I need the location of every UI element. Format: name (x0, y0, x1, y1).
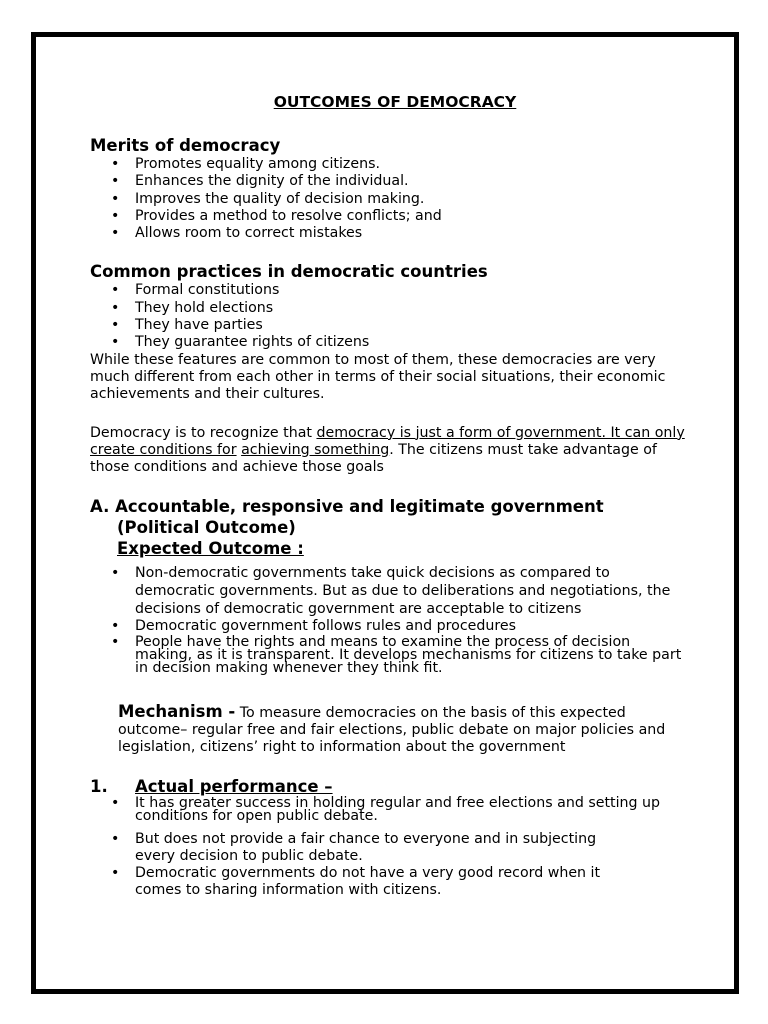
bullet-icon: • (111, 618, 120, 635)
page-title: OUTCOMES OF DEMOCRACY (273, 93, 517, 111)
list-item: • Enhances the dignity of the individual. (111, 173, 409, 190)
mechanism-label: Mechanism - (118, 701, 236, 721)
actual-performance-list (90, 794, 690, 899)
actual-performance-label: Actual performance – (135, 776, 333, 796)
bullet-icon: • (111, 173, 120, 190)
bullet-icon: • (111, 830, 120, 847)
underlined-phrase: achieving something (241, 441, 390, 458)
bullet-icon: • (111, 334, 120, 351)
list-item: • Improves the quality of decision making. (111, 190, 425, 207)
practices-paragraph: While these features are common to most of them, these democracies are very much different from each other in terms of their social situations, their economic achievements and their cultures. (90, 351, 666, 403)
list-item: • They have parties (111, 317, 263, 334)
bullet-icon: • (111, 190, 120, 207)
list-item: • Democratic government follows rules and procedures (111, 618, 517, 635)
mechanism-paragraph: Mechanism - To measure democracies on the basis of this expected outcome– regular free and fair elections, public debate on major policies and legislation, citizens’ right to information about the government (118, 701, 666, 756)
bullet-icon: • (111, 156, 120, 172)
bullet-icon: • (111, 633, 120, 650)
section-a-subheading: (Political Outcome) (117, 518, 296, 538)
list-item: • Allows room to correct mistakes (111, 225, 363, 242)
bullet-icon: • (111, 282, 120, 299)
merits-heading: Merits of democracy (90, 136, 281, 155)
actual-performance-heading (90, 777, 690, 797)
underlined-phrase: democracy is just a form of government. It can only create conditions for (90, 424, 685, 458)
document-body (90, 92, 690, 899)
bullet-icon: • (111, 794, 120, 811)
actual-performance-section (90, 777, 690, 899)
merits-list (90, 156, 690, 242)
list-item: • They guarantee rights of citizens (111, 334, 370, 351)
expected-outcome-list (90, 564, 690, 674)
bullet-icon: • (111, 565, 120, 582)
section-a (90, 496, 690, 756)
list-item: • They hold elections (111, 299, 274, 316)
bullet-icon: • (111, 299, 120, 316)
list-item: • Formal constitutions (111, 282, 280, 299)
section-a-heading: A. Accountable, responsive and legitimate government (90, 497, 604, 517)
expected-outcome-label: Expected Outcome : (117, 539, 304, 559)
list-item: • But does not provide a fair chance to everyone and in subjecting every decision to public debate. (111, 830, 597, 864)
list-item: • Democratic governments do not have a very good record when it comes to sharing information with citizens. (111, 864, 601, 898)
list-item: • It has greater success in holding regular and free elections and setting up conditions for open public debate. (111, 794, 661, 824)
list-item: • Promotes equality among citizens. (111, 156, 380, 172)
practices-list (90, 282, 690, 351)
section-number: 1. (90, 776, 108, 796)
recognize-paragraph: Democracy is to recognize that democracy is just a form of government. It can only create conditions for achieving something. The citizens must take advantage of those conditions and achieve those goals (90, 424, 685, 476)
bullet-icon: • (111, 317, 120, 334)
list-item: • People have the rights and means to examine the process of decision making, as it is transparent. It develops mechanisms for citizens to take part in decision making whenever they think fit. (111, 633, 682, 676)
bullet-icon: • (111, 225, 120, 242)
list-item: • Non-democratic governments take quick decisions as compared to democratic governments. But as due to deliberations and negotiations, the decisions of democratic government are acceptable to citizens (111, 565, 671, 618)
list-item: • Provides a method to resolve conflicts; and (111, 207, 442, 224)
bullet-icon: • (111, 207, 120, 224)
practices-heading: Common practices in democratic countries (90, 262, 488, 282)
bullet-icon: • (111, 864, 120, 881)
